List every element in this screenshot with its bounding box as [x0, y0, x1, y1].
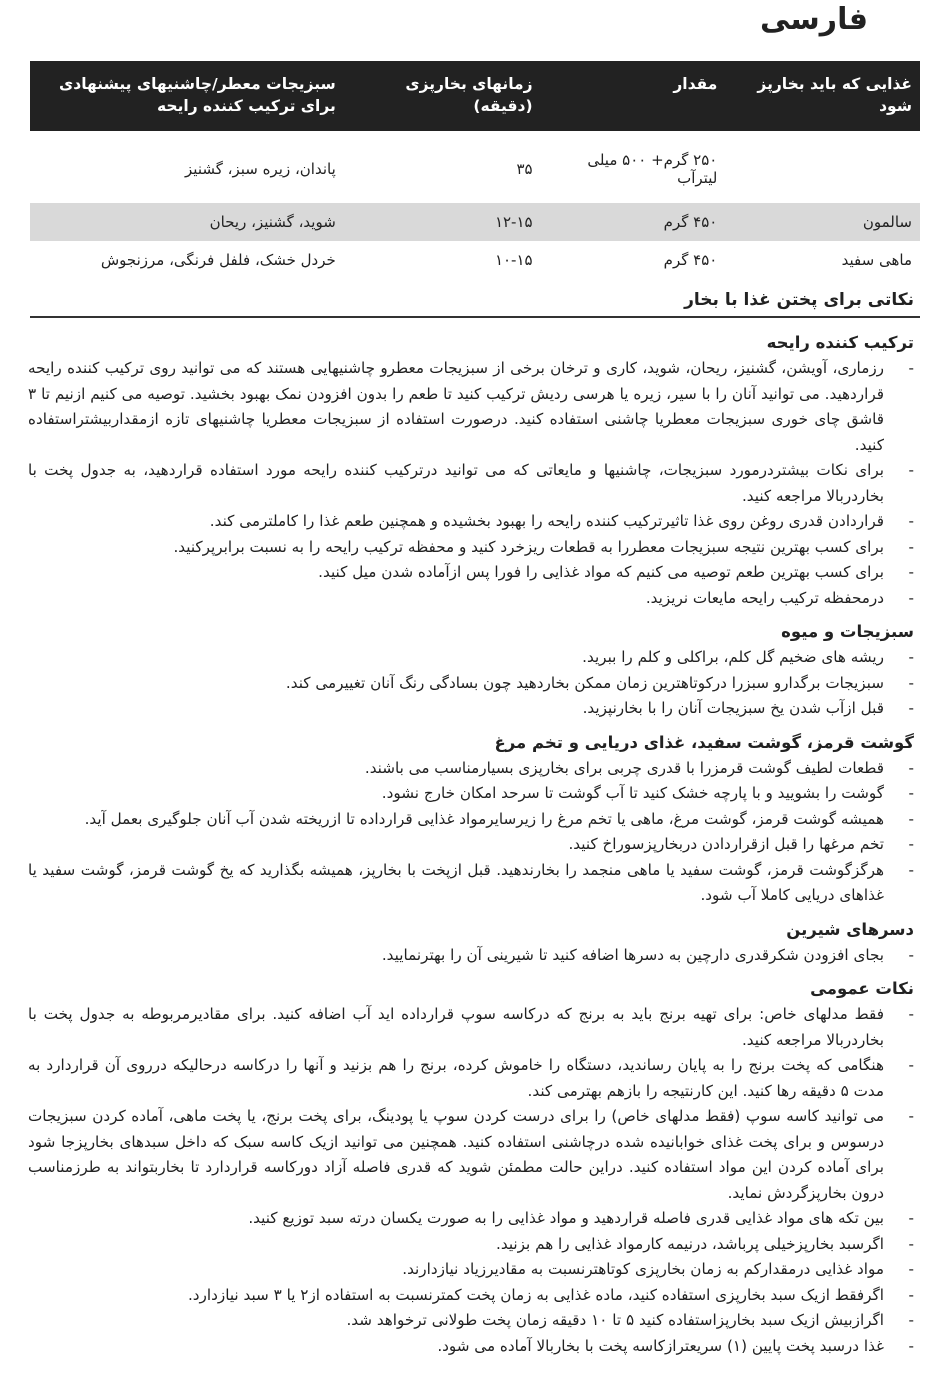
- list-item-text: تخم مرغها را قبل ازقراردادن دربخارپزسوراخ کنید.: [568, 835, 884, 853]
- cell-time: ۱۲-۱۵: [344, 203, 541, 241]
- list-item-text: فقط مدلهای خاص: برای تهیه برنج باید به برنج که درکاسه سوپ قرارداده اید آب اضافه کنید. برای مقادیرمربوطه به جدول پخت با بخاردربالا مراجعه کنید.: [28, 1005, 884, 1049]
- list-item-text: غذا درسبد پخت پایین (۱) سریعترازکاسه پخت با بخاربالا آماده می شود.: [437, 1336, 884, 1355]
- divider: [30, 316, 920, 318]
- list-item: - قطعات لطیف گوشت قرمزرا با قدری چربی برای بخارپزی بسیارمناسب می باشند.: [364, 758, 914, 777]
- list-item-text: گوشت را بشویید و با پارچه خشک کنید تا آب گوشت تا سرحد امکان خارج نشود.: [381, 784, 884, 802]
- list-item-text: بجای افزودن شکرقدری دارچین به دسرها اضافه کنید تا شیرینی آن را بهترنمایید.: [381, 945, 884, 964]
- cell-herbs: پاندان، زیره سبز، گشنیز: [185, 160, 336, 178]
- bullet-list: [28, 943, 914, 969]
- list-item: - اگرازبیش ازیک سبد بخارپزاستفاده کنید ۵ تا ۱۰ دقیقه زمان پخت طولانی ترخواهد شد.: [346, 1311, 914, 1329]
- list-item: - قبل ازآب شدن یخ سبزیجات آنان را با بخارنپزید.: [582, 699, 914, 717]
- list-item-text: رزماری، آویشن، گشنیز، ریحان، شوید، کاری و ترخان برخی از سبزیجات معطرو چاشنیهایی هستند که می توانید روی ترکیب کننده رایحه قراردهید. می توانید آنان را با سیر، زیره یا هرسی ردیش ترکیب کنید تا طعم را بدون افزودن نمک بهبود بخشید. توصیه می کنیم ازنیم تا ۳ قاشق چای خوری سبزیجات معطریا چاشنی استفاده کنید. درصورت استفاده از سبزیجات معطریا چاشنیهای تازه ازمقداربیشتراستفاده کنید.: [28, 359, 884, 454]
- section-desserts: [28, 917, 914, 969]
- list-item-text: اگرسبد بخارپزخیلی پرباشد، درنیمه کارمواد غذایی را هم بزنید.: [496, 1234, 884, 1253]
- list-item-text: هنگامی که پخت برنج را به پایان رساندید، دستگاه را خاموش کرده، برنج را هم بزنید و آنها را درکاسه درحالیکه درروی آن قراردارد به مدت ۵ دقیقه رها کنید. این کارنتیجه را بازهم بهترمی کند.: [28, 1056, 884, 1100]
- list-item: - غذا درسبد پخت پایین (۱) سریعترازکاسه پخت با بخاربالا آماده می شود.: [437, 1336, 914, 1355]
- list-item: - فقط مدلهای خاص: برای تهیه برنج باید به برنج که درکاسه سوپ قرارداده اید آب اضافه کنید. برای مقادیرمربوطه به جدول پخت با بخاردربالا مراجعه کنید.: [28, 1005, 914, 1049]
- header-steaming-time: زمانهای بخارپزی (دقیقه): [344, 61, 541, 131]
- list-item-text: می توانید کاسه سوپ (فقط مدلهای خاص) را برای درست کردن سوپ یا پودینگ، برای پخت برنج، یا پخت ماهی، آماده کردن سبزیجات درسوس و برای پخت غذای خوابانیده شده درچاشنی استفاده کنید. همچنین می توانید ازیک کاسه سبک که داخل سبدهای بخارپزجا شود برای آماده کردن این مواد استفاده کنید. دراین حالت مطمئن شوید که قدری فاصله آزاد دورکاسه قراردارد تا بخاربتواند به طرزمناسب درون بخارپزگردش نماید.: [28, 1107, 884, 1202]
- section-vegetables: [28, 619, 914, 722]
- section-title: سبزیجات و میوه: [781, 622, 914, 641]
- list-item: - بین تکه های مواد غذایی قدری فاصله قراردهید و مواد غذایی را به صورت یکسان درته سبد توزیع کنید.: [248, 1209, 914, 1227]
- list-item-text: اگرفقط ازیک سبد بخارپزی استفاده کنید، ماده غذایی به زمان پخت کمترنسبت به استفاده از۲ یا ۳ سبد نیازدارد.: [187, 1285, 884, 1304]
- tips-content: [28, 330, 914, 1367]
- section-title: ترکیب کننده رایحه: [766, 333, 914, 352]
- section-aroma: [28, 330, 914, 611]
- cell-food: ماهی سفید: [841, 251, 912, 269]
- section-general: [28, 976, 914, 1359]
- list-item: - ریشه های ضخیم گل کلم، براکلی و کلم را ببرید.: [582, 648, 914, 666]
- list-item: - می توانید کاسه سوپ (فقط مدلهای خاص) را برای درست کردن سوپ یا پودینگ، برای پخت برنج، یا پخت ماهی، آماده کردن سبزیجات درسوس و برای پخت غذای خوابانیده شده درچاشنی استفاده کنید. همچنین می توانید ازیک کاسه سبک که داخل سبدهای بخارپزجا شود برای آماده کردن این مواد استفاده کنید. دراین حالت مطمئن شوید که قدری فاصله آزاد دورکاسه قراردارد تا بخاربتواند به طرزمناسب درون بخارپزگردش نماید.: [28, 1107, 914, 1202]
- list-item-text: هرگزگوشت قرمز، گوشت سفید یا ماهی منجمد را بخارندهید. قبل ازپخت با بخارپز، همیشه بگذارید که یخ گوشت قرمز، گوشت سفید یا غذاهای دریایی کاملا آب شود.: [28, 860, 884, 904]
- list-item: - سبزیجات برگدارو سبزرا درکوتاهترین زمان ممکن بخاردهید چون بسادگی رنگ آنان تغییرمی کند.: [285, 673, 914, 692]
- list-item-text: بین تکه های مواد غذایی قدری فاصله قراردهید و مواد غذایی را به صورت یکسان درته سبد توزیع کنید.: [248, 1209, 884, 1227]
- list-item-text: برای کسب بهترین طعم توصیه می کنیم که مواد غذایی را فورا پس ازآماده شدن میل کنید.: [318, 563, 884, 581]
- section-title: دسرهای شیرین: [786, 919, 914, 939]
- list-item: - همیشه گوشت قرمز، گوشت مرغ، ماهی یا تخم مرغ را زیرسایرمواد غذایی قرارداده تا ازریخته شدن آب آنان جلوگیری بعمل آید.: [84, 809, 914, 828]
- cell-herbs: خردل خشک، فلفل فرنگی، مرزنجوش: [100, 251, 336, 269]
- list-item-text: همیشه گوشت قرمز، گوشت مرغ، ماهی یا تخم مرغ را زیرسایرمواد غذایی قرارداده تا ازریخته شدن آب آنان جلوگیری بعمل آید.: [84, 809, 884, 828]
- list-item-text: ریشه های ضخیم گل کلم، براکلی و کلم را ببرید.: [582, 648, 884, 666]
- list-item: - برای کسب بهترین نتیجه سبزیجات معطررا به قطعات ریزخرد کنید و محفظه ترکیب رایحه را به نسبت برابرپرکنید.: [173, 537, 914, 556]
- section-title: نکات عمومی: [810, 979, 914, 998]
- bullet-list: [28, 1002, 914, 1359]
- list-item-text: برای نکات بیشتردرمورد سبزیجات، چاشنیها و مایعاتی که می توانید درترکیب کننده رایحه مورد استفاده قراردهید، به جدول پخت با بخاردربالا مراجعه کنید.: [28, 461, 884, 505]
- list-item: - قراردادن قدری روغن روی غذا تاثیرترکیب کننده رایحه را بهبود بخشیده و همچنین طعم غذا را کاملترمی کند.: [209, 512, 914, 530]
- section-title: گوشت قرمز، گوشت سفید، غذای دریایی و تخم مرغ: [494, 732, 914, 752]
- cell-quantity: ۴۵۰ گرم: [663, 251, 718, 269]
- cell-food: سالمون: [725, 203, 920, 241]
- list-item-text: قبل ازآب شدن یخ سبزیجات آنان را با بخارنپزید.: [582, 699, 884, 717]
- header-herbs-spices: سبزیجات معطر/چاشنیهای پیشنهادی برای ترکیب کننده رایحه: [30, 61, 344, 131]
- list-item-text: برای کسب بهترین نتیجه سبزیجات معطررا به قطعات ریزخرد کنید و محفظه ترکیب رایحه را به نسبت برابرپرکنید.: [173, 537, 884, 556]
- tips-heading: نکاتی برای پختن غذا با بخار: [684, 290, 914, 310]
- list-item: - مواد غذایی درمقدارکم به زمان بخارپزی کوتاهترنسبت به مقادیرزیاد نیازدارند.: [402, 1260, 914, 1278]
- list-item-text: اگرازبیش ازیک سبد بخارپزاستفاده کنید ۵ تا ۱۰ دقیقه زمان پخت طولانی ترخواهد شد.: [346, 1311, 884, 1329]
- list-item-text: سبزیجات برگدارو سبزرا درکوتاهترین زمان ممکن بخاردهید چون بسادگی رنگ آنان تغییرمی کند.: [285, 673, 884, 692]
- bullet-list: [28, 356, 914, 611]
- header-food: غذایی که باید بخارپز شود: [725, 61, 920, 131]
- cell-quantity: ۴۵۰ گرم: [541, 203, 726, 241]
- list-item-text: قطعات لطیف گوشت قرمزرا با قدری چربی برای بخارپزی بسیارمناسب می باشند.: [364, 758, 884, 777]
- section-meat: [28, 730, 914, 909]
- list-item: - گوشت را بشویید و با پارچه خشک کنید تا آب گوشت تا سرحد امکان خارج نشود.: [381, 784, 914, 802]
- list-item: - درمحفظه ترکیب رایحه مایعات نریزید.: [645, 588, 914, 607]
- table-row: [30, 241, 920, 279]
- language-title: فارسی: [759, 2, 868, 37]
- list-item: - هرگزگوشت قرمز، گوشت سفید یا ماهی منجمد را بخارندهید. قبل ازپخت با بخارپز، همیشه بگذارید که یخ گوشت قرمز، گوشت سفید یا غذاهای دریایی کاملا آب شود.: [28, 860, 914, 904]
- list-item-text: قراردادن قدری روغن روی غذا تاثیرترکیب کننده رایحه را بهبود بخشیده و همچنین طعم غذا را کاملترمی کند.: [209, 512, 884, 530]
- list-item: - بجای افزودن شکرقدری دارچین به دسرها اضافه کنید تا شیرینی آن را بهترنمایید.: [381, 945, 914, 964]
- table-row: [30, 131, 920, 203]
- list-item: - برای نکات بیشتردرمورد سبزیجات، چاشنیها و مایعاتی که می توانید درترکیب کننده رایحه مورد استفاده قراردهید، به جدول پخت با بخاردربالا مراجعه کنید.: [28, 461, 914, 505]
- cell-time: ۳۵: [516, 160, 533, 178]
- list-item-text: درمحفظه ترکیب رایحه مایعات نریزید.: [645, 588, 884, 607]
- list-item: - اگرفقط ازیک سبد بخارپزی استفاده کنید، ماده غذایی به زمان پخت کمترنسبت به استفاده از۲ یا ۳ سبد نیازدارد.: [187, 1285, 914, 1304]
- list-item: - اگرسبد بخارپزخیلی پرباشد، درنیمه کارمواد غذایی را هم بزنید.: [496, 1234, 914, 1253]
- list-item-text: مواد غذایی درمقدارکم به زمان بخارپزی کوتاهترنسبت به مقادیرزیاد نیازدارند.: [402, 1260, 884, 1278]
- header-quantity: مقدار: [541, 61, 726, 131]
- table-header-row: [30, 61, 920, 131]
- table-row: [30, 203, 920, 241]
- list-item: - برای کسب بهترین طعم توصیه می کنیم که مواد غذایی را فورا پس ازآماده شدن میل کنید.: [318, 563, 914, 581]
- cell-quantity: ۲۵۰ گرم+ ۵۰۰ میلی لیترآب: [587, 151, 718, 187]
- list-item: - تخم مرغها را قبل ازقراردادن دربخارپزسوراخ کنید.: [568, 835, 914, 853]
- cell-time: ۱۰-۱۵: [494, 251, 533, 269]
- list-item: - هنگامی که پخت برنج را به پایان رساندید، دستگاه را خاموش کرده، برنج را هم بزنید و آنها را درکاسه درحالیکه درروی آن قراردارد به مدت ۵ دقیقه رها کنید. این کارنتیجه را بازهم بهترمی کند.: [28, 1056, 914, 1100]
- bullet-list: [28, 645, 914, 722]
- cell-food: [725, 131, 920, 203]
- bullet-list: [28, 756, 914, 909]
- cell-herbs: شوید، گشنیز، ریحان: [30, 203, 344, 241]
- list-item: - رزماری، آویشن، گشنیز، ریحان، شوید، کاری و ترخان برخی از سبزیجات معطرو چاشنیهایی هستند که می توانید روی ترکیب کننده رایحه قراردهید. می توانید آنان را با سیر، زیره یا هرسی ردیش ترکیب کنید تا طعم را بدون افزودن نمک بهبود بخشید. توصیه می کنیم ازنیم تا ۳ قاشق چای خوری سبزیجات معطریا چاشنی استفاده کنید. درصورت استفاده از سبزیجات معطریا چاشنیهای تازه ازمقداربیشتراستفاده کنید.: [28, 359, 914, 454]
- steaming-table: [30, 61, 920, 279]
